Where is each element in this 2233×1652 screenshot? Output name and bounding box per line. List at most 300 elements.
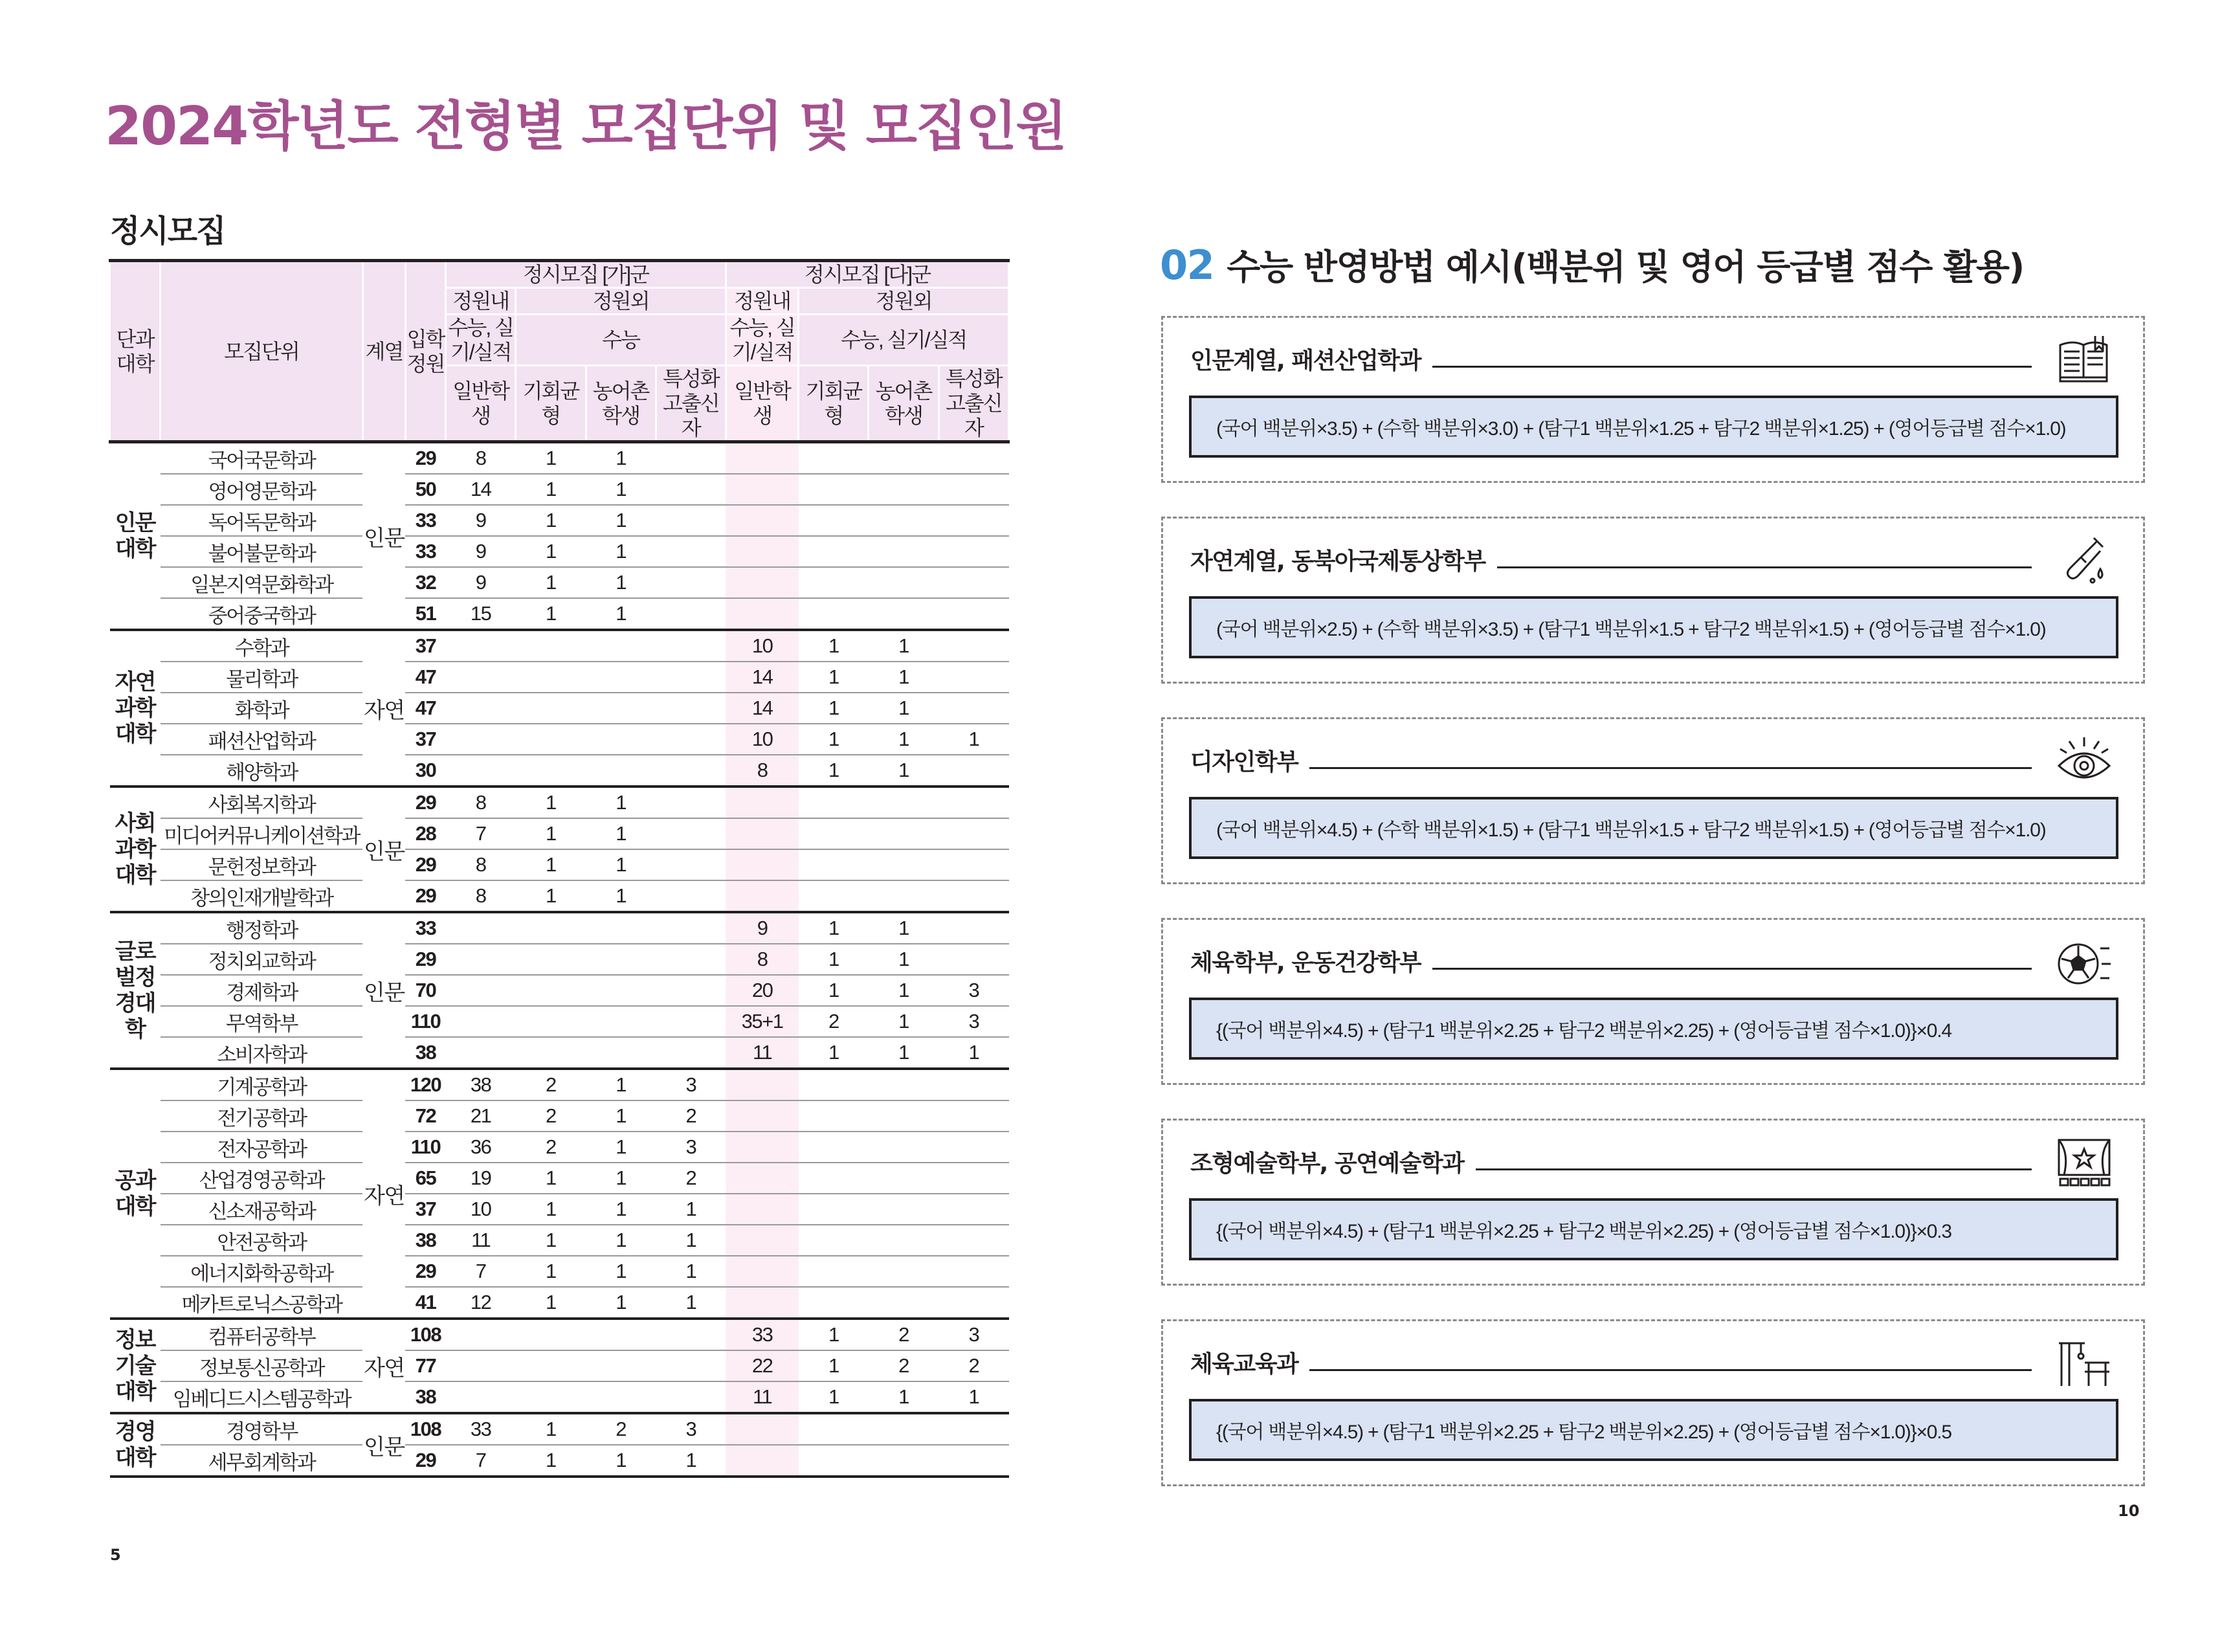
quota-cell: 41: [405, 1287, 445, 1319]
unit-cell: 영어영문학과: [161, 474, 363, 505]
quota-cell: 110: [405, 1006, 445, 1037]
count-cell-ga-sp: [656, 1381, 726, 1413]
table-row: [110, 787, 1009, 818]
card-underline: [1309, 767, 2032, 769]
unit-cell: 문헌정보학과: [161, 849, 363, 880]
count-cell-ga-rural: [586, 1037, 656, 1069]
table-row: [110, 1445, 1009, 1477]
card-header: [1190, 1139, 2032, 1184]
track-cell: 자연: [362, 1319, 405, 1413]
count-cell-ga-rural: [586, 1350, 656, 1381]
track-cell: 자연: [362, 630, 405, 787]
count-cell-ga-gen: 21: [446, 1100, 516, 1132]
count-cell-ga-sp: 3: [656, 1132, 726, 1163]
unit-cell: 산업경영공학과: [161, 1163, 363, 1194]
count-cell-da-sp: 3: [939, 1319, 1008, 1350]
table-row: [110, 536, 1009, 567]
count-cell-ga-rural: [586, 630, 656, 662]
count-cell-ga-rural: [586, 1381, 656, 1413]
count-cell-da-rural: [869, 818, 939, 849]
count-cell-ga-gen: 19: [446, 1163, 516, 1194]
count-cell-ga-sp: [656, 598, 726, 630]
count-cell-ga-eq: [516, 1037, 586, 1069]
count-cell-ga-eq: [516, 1319, 586, 1350]
card-underline: [1309, 1369, 2032, 1371]
count-cell-da-rural: 1: [869, 1381, 939, 1413]
count-cell-da-sp: [939, 630, 1008, 662]
count-cell-ga-rural: [586, 755, 656, 787]
quota-cell: 37: [405, 1194, 445, 1225]
table-row: [110, 1381, 1009, 1413]
quota-cell: 30: [405, 755, 445, 787]
reflection-title: [1160, 240, 2024, 289]
count-cell-ga-sp: [656, 912, 726, 944]
count-cell-da-eq: 1: [799, 1350, 869, 1381]
header-ga-group: 정시모집 [가]군: [446, 261, 726, 288]
header-quota: 입학정원: [405, 261, 445, 442]
count-cell-ga-eq: [516, 1381, 586, 1413]
table-row: [110, 1287, 1009, 1319]
count-cell-da-gen: [726, 505, 798, 536]
count-cell-da-eq: [799, 1225, 869, 1256]
formula-box: {(국어 백분위×4.5) + (탐구1 백분위×2.25 + 탐구2 백분위×2.25) + (영어등급별 점수×1.0)}×0.3: [1189, 1198, 2118, 1260]
quota-cell: 47: [405, 662, 445, 693]
count-cell-da-rural: 1: [869, 693, 939, 724]
track-cell: 인문: [362, 1413, 405, 1477]
count-cell-da-rural: [869, 1413, 939, 1445]
eye-icon: [2055, 732, 2113, 790]
table-row: [110, 724, 1009, 755]
unit-cell: 경제학과: [161, 975, 363, 1006]
table-row: [110, 1069, 1009, 1100]
quota-cell: 110: [405, 1132, 445, 1163]
count-cell-da-eq: [799, 442, 869, 474]
count-cell-ga-gen: 9: [446, 536, 516, 567]
count-cell-ga-sp: [656, 818, 726, 849]
count-cell-ga-gen: [446, 693, 516, 724]
formula-box: {(국어 백분위×4.5) + (탐구1 백분위×2.25 + 탐구2 백분위×2.25) + (영어등급별 점수×1.0)}×0.4: [1189, 998, 2118, 1060]
unit-cell: 행정학과: [161, 912, 363, 944]
count-cell-ga-gen: [446, 912, 516, 944]
count-cell-da-gen: 8: [726, 755, 798, 787]
table-row: [110, 1350, 1009, 1381]
count-cell-da-eq: 2: [799, 1006, 869, 1037]
college-cell: 글로벌정경대학: [110, 912, 161, 1069]
count-cell-da-eq: [799, 818, 869, 849]
unit-cell: 에너지화학공학과: [161, 1256, 363, 1287]
count-cell-ga-gen: 38: [446, 1069, 516, 1100]
count-cell-da-eq: 1: [799, 1381, 869, 1413]
formula-card: [1161, 316, 2145, 483]
quota-cell: 50: [405, 474, 445, 505]
count-cell-da-gen: 8: [726, 944, 798, 975]
count-cell-ga-eq: 1: [516, 567, 586, 598]
table-row: [110, 1037, 1009, 1069]
count-cell-ga-eq: 1: [516, 849, 586, 880]
count-cell-ga-rural: 1: [586, 1287, 656, 1319]
count-cell-ga-rural: 1: [586, 1225, 656, 1256]
count-cell-ga-rural: 1: [586, 1256, 656, 1287]
count-cell-da-eq: [799, 598, 869, 630]
table-row: [110, 630, 1009, 662]
count-cell-da-sp: [939, 1225, 1008, 1256]
soccer-ball-icon: [2055, 933, 2113, 991]
count-cell-da-rural: [869, 474, 939, 505]
count-cell-ga-rural: 1: [586, 567, 656, 598]
track-cell: 인문: [362, 442, 405, 631]
count-cell-da-sp: 3: [939, 975, 1008, 1006]
count-cell-ga-gen: [446, 1350, 516, 1381]
count-cell-ga-sp: [656, 755, 726, 787]
count-cell-ga-rural: 1: [586, 1069, 656, 1100]
count-cell-da-eq: 1: [799, 755, 869, 787]
count-cell-ga-sp: [656, 1006, 726, 1037]
count-cell-ga-sp: [656, 630, 726, 662]
count-cell-da-rural: [869, 1132, 939, 1163]
count-cell-da-eq: [799, 880, 869, 912]
header-ga-special: 특성화고출신자: [656, 366, 726, 442]
count-cell-da-sp: [939, 474, 1008, 505]
page-number-left: 5: [110, 1546, 121, 1564]
count-cell-da-rural: [869, 1194, 939, 1225]
count-cell-da-eq: [799, 849, 869, 880]
count-cell-da-gen: [726, 1132, 798, 1163]
quota-cell: 37: [405, 630, 445, 662]
table-row: [110, 1256, 1009, 1287]
count-cell-da-sp: [939, 944, 1008, 975]
count-cell-da-gen: [726, 1069, 798, 1100]
count-cell-da-rural: [869, 567, 939, 598]
count-cell-ga-gen: 8: [446, 880, 516, 912]
count-cell-da-gen: [726, 474, 798, 505]
count-cell-da-gen: 14: [726, 662, 798, 693]
count-cell-ga-eq: 2: [516, 1069, 586, 1100]
count-cell-da-gen: [726, 1413, 798, 1445]
unit-cell: 안전공학과: [161, 1225, 363, 1256]
count-cell-ga-eq: [516, 755, 586, 787]
table-row: [110, 1194, 1009, 1225]
admission-table-wrapper: [109, 259, 1010, 1478]
count-cell-ga-gen: 36: [446, 1132, 516, 1163]
count-cell-ga-gen: [446, 662, 516, 693]
test-tube-icon: [2055, 531, 2113, 590]
count-cell-ga-eq: 1: [516, 442, 586, 474]
unit-cell: 사회복지학과: [161, 787, 363, 818]
count-cell-da-sp: [939, 662, 1008, 693]
count-cell-da-eq: 1: [799, 1037, 869, 1069]
count-cell-da-gen: [726, 849, 798, 880]
count-cell-ga-sp: [656, 787, 726, 818]
count-cell-da-eq: 1: [799, 630, 869, 662]
quota-cell: 108: [405, 1413, 445, 1445]
count-cell-da-eq: [799, 1287, 869, 1319]
unit-cell: 기계공학과: [161, 1069, 363, 1100]
count-cell-da-eq: [799, 1132, 869, 1163]
unit-cell: 경영학부: [161, 1413, 363, 1445]
count-cell-ga-eq: 1: [516, 536, 586, 567]
count-cell-da-rural: [869, 1163, 939, 1194]
header-da-rural: 농어촌학생: [869, 366, 939, 442]
count-cell-ga-gen: [446, 1006, 516, 1037]
quota-cell: 38: [405, 1225, 445, 1256]
header-da-equal: 기회균형: [799, 366, 869, 442]
count-cell-da-eq: 1: [799, 724, 869, 755]
count-cell-da-eq: 1: [799, 944, 869, 975]
count-cell-ga-eq: 1: [516, 1445, 586, 1477]
count-cell-ga-gen: 7: [446, 1256, 516, 1287]
quota-cell: 33: [405, 505, 445, 536]
header-ga-in: 정원내: [446, 288, 516, 315]
count-cell-ga-sp: 1: [656, 1287, 726, 1319]
count-cell-ga-sp: [656, 505, 726, 536]
unit-cell: 정보통신공학과: [161, 1350, 363, 1381]
table-row: [110, 1006, 1009, 1037]
count-cell-da-gen: 10: [726, 630, 798, 662]
card-header: [1190, 336, 2032, 381]
table-row: [110, 1413, 1009, 1445]
count-cell-ga-gen: 33: [446, 1413, 516, 1445]
count-cell-da-gen: 14: [726, 693, 798, 724]
count-cell-da-rural: [869, 505, 939, 536]
count-cell-da-sp: [939, 1413, 1008, 1445]
count-cell-ga-eq: [516, 724, 586, 755]
book-icon: [2055, 331, 2113, 389]
table-row: [110, 880, 1009, 912]
formula-box: (국어 백분위×4.5) + (수학 백분위×1.5) + (탐구1 백분위×1.5 + 탐구2 백분위×1.5) + (영어등급별 점수×1.0): [1189, 797, 2118, 859]
count-cell-ga-rural: 1: [586, 1194, 656, 1225]
header-unit: 모집단위: [161, 261, 363, 442]
card-label: 디자인학부: [1190, 748, 1298, 776]
count-cell-da-rural: 2: [869, 1350, 939, 1381]
count-cell-ga-eq: 1: [516, 505, 586, 536]
card-header: [1190, 938, 2032, 983]
count-cell-da-gen: [726, 1287, 798, 1319]
count-cell-da-gen: 9: [726, 912, 798, 944]
count-cell-ga-eq: [516, 662, 586, 693]
card-label: 자연계열, 동북아국제통상학부: [1190, 548, 1485, 575]
count-cell-da-gen: [726, 1100, 798, 1132]
count-cell-ga-rural: 1: [586, 442, 656, 474]
college-cell: 사회과학대학: [110, 787, 161, 912]
count-cell-da-gen: [726, 442, 798, 474]
count-cell-da-rural: [869, 1225, 939, 1256]
count-cell-da-eq: [799, 1445, 869, 1477]
table-row: [110, 1225, 1009, 1256]
count-cell-da-gen: 10: [726, 724, 798, 755]
count-cell-da-rural: [869, 880, 939, 912]
count-cell-ga-gen: 7: [446, 1445, 516, 1477]
count-cell-da-gen: 35+1: [726, 1006, 798, 1037]
unit-cell: 전기공학과: [161, 1100, 363, 1132]
unit-cell: 화학과: [161, 693, 363, 724]
header-da-in: 정원내: [726, 288, 798, 315]
quota-cell: 29: [405, 880, 445, 912]
count-cell-ga-gen: [446, 1319, 516, 1350]
card-label: 조형예술학부, 공연예술학과: [1190, 1150, 1464, 1177]
count-cell-da-sp: [939, 1069, 1008, 1100]
card-header: [1190, 1339, 2032, 1385]
quota-cell: 37: [405, 724, 445, 755]
count-cell-ga-sp: 3: [656, 1413, 726, 1445]
count-cell-da-sp: 1: [939, 1381, 1008, 1413]
count-cell-da-eq: [799, 1413, 869, 1445]
count-cell-ga-eq: 1: [516, 1194, 586, 1225]
count-cell-da-gen: [726, 787, 798, 818]
count-cell-da-gen: [726, 567, 798, 598]
count-cell-da-sp: [939, 442, 1008, 474]
card-underline: [1432, 366, 2032, 368]
count-cell-da-eq: [799, 1194, 869, 1225]
page-number-right: 10: [2118, 1502, 2140, 1520]
count-cell-da-sp: [939, 755, 1008, 787]
count-cell-da-sp: [939, 1100, 1008, 1132]
count-cell-ga-rural: [586, 724, 656, 755]
reflection-title-text: 수능 반영방법 예시(백분위 및 영어 등급별 점수 활용): [1227, 247, 2024, 287]
count-cell-ga-sp: [656, 1350, 726, 1381]
count-cell-ga-sp: 1: [656, 1194, 726, 1225]
count-cell-ga-rural: 1: [586, 1132, 656, 1163]
table-row: [110, 442, 1009, 474]
count-cell-da-rural: 1: [869, 1006, 939, 1037]
admission-table-body: [110, 442, 1009, 1477]
count-cell-ga-gen: [446, 755, 516, 787]
count-cell-ga-rural: [586, 912, 656, 944]
count-cell-da-rural: 1: [869, 1037, 939, 1069]
count-cell-ga-rural: 1: [586, 598, 656, 630]
table-row: [110, 1319, 1009, 1350]
quota-cell: 38: [405, 1381, 445, 1413]
reflection-number: 02: [1160, 241, 1214, 289]
count-cell-ga-gen: 15: [446, 598, 516, 630]
count-cell-ga-rural: [586, 1006, 656, 1037]
count-cell-da-rural: [869, 598, 939, 630]
unit-cell: 일본지역문화학과: [161, 567, 363, 598]
count-cell-da-gen: 20: [726, 975, 798, 1006]
quota-cell: 28: [405, 818, 445, 849]
count-cell-da-sp: [939, 849, 1008, 880]
count-cell-da-sp: [939, 1445, 1008, 1477]
college-cell: 자연과학대학: [110, 630, 161, 787]
count-cell-da-eq: [799, 505, 869, 536]
count-cell-da-gen: 22: [726, 1350, 798, 1381]
formula-box: (국어 백분위×2.5) + (수학 백분위×3.5) + (탐구1 백분위×1.5 + 탐구2 백분위×1.5) + (영어등급별 점수×1.0): [1189, 596, 2118, 658]
count-cell-da-rural: 1: [869, 975, 939, 1006]
count-cell-ga-eq: [516, 944, 586, 975]
count-cell-ga-eq: 1: [516, 1413, 586, 1445]
card-underline: [1497, 566, 2032, 568]
unit-cell: 불어불문학과: [161, 536, 363, 567]
count-cell-ga-gen: 9: [446, 505, 516, 536]
unit-cell: 소비자학과: [161, 1037, 363, 1069]
quota-cell: 65: [405, 1163, 445, 1194]
count-cell-ga-gen: [446, 944, 516, 975]
card-label: 체육학부, 운동건강학부: [1190, 949, 1421, 976]
count-cell-da-eq: 1: [799, 693, 869, 724]
table-row: [110, 693, 1009, 724]
count-cell-da-sp: [939, 787, 1008, 818]
count-cell-ga-sp: [656, 1037, 726, 1069]
formula-card: [1161, 517, 2145, 684]
count-cell-ga-eq: 1: [516, 880, 586, 912]
unit-cell: 중어중국학과: [161, 598, 363, 630]
count-cell-ga-gen: 8: [446, 787, 516, 818]
count-cell-ga-sp: [656, 442, 726, 474]
unit-cell: 물리학과: [161, 662, 363, 693]
college-cell: 인문대학: [110, 442, 161, 631]
count-cell-ga-rural: 1: [586, 505, 656, 536]
header-ga-out-method: 수능: [516, 315, 726, 366]
count-cell-da-sp: [939, 1194, 1008, 1225]
count-cell-ga-gen: [446, 1381, 516, 1413]
count-cell-ga-sp: 2: [656, 1100, 726, 1132]
count-cell-da-sp: 1: [939, 724, 1008, 755]
count-cell-ga-eq: [516, 1006, 586, 1037]
formula-box: {(국어 백분위×4.5) + (탐구1 백분위×2.25 + 탐구2 백분위×2.25) + (영어등급별 점수×1.0)}×0.5: [1189, 1399, 2118, 1461]
table-row: [110, 975, 1009, 1006]
count-cell-da-rural: [869, 787, 939, 818]
count-cell-da-eq: [799, 787, 869, 818]
quota-cell: 108: [405, 1319, 445, 1350]
count-cell-ga-sp: [656, 880, 726, 912]
quota-cell: 29: [405, 944, 445, 975]
unit-cell: 임베디드시스템공학과: [161, 1381, 363, 1413]
count-cell-ga-eq: 1: [516, 1287, 586, 1319]
count-cell-da-gen: [726, 1445, 798, 1477]
table-row: [110, 912, 1009, 944]
count-cell-da-gen: [726, 1194, 798, 1225]
unit-cell: 전자공학과: [161, 1132, 363, 1163]
count-cell-ga-eq: 1: [516, 1256, 586, 1287]
quota-cell: 29: [405, 1445, 445, 1477]
count-cell-da-rural: 1: [869, 630, 939, 662]
count-cell-da-eq: [799, 474, 869, 505]
count-cell-ga-gen: 8: [446, 849, 516, 880]
table-row: [110, 474, 1009, 505]
college-cell: 공과대학: [110, 1069, 161, 1319]
count-cell-da-rural: 2: [869, 1319, 939, 1350]
quota-cell: 120: [405, 1069, 445, 1100]
quota-cell: 32: [405, 567, 445, 598]
count-cell-ga-gen: 7: [446, 818, 516, 849]
count-cell-da-sp: 1: [939, 1037, 1008, 1069]
unit-cell: 해양학과: [161, 755, 363, 787]
unit-cell: 메카트로닉스공학과: [161, 1287, 363, 1319]
count-cell-ga-eq: [516, 975, 586, 1006]
count-cell-da-gen: [726, 1163, 798, 1194]
count-cell-da-rural: [869, 1069, 939, 1100]
count-cell-ga-rural: 1: [586, 787, 656, 818]
count-cell-da-eq: [799, 1069, 869, 1100]
unit-cell: 세무회계학과: [161, 1445, 363, 1477]
count-cell-da-sp: [939, 1132, 1008, 1163]
count-cell-da-rural: [869, 849, 939, 880]
quota-cell: 72: [405, 1100, 445, 1132]
table-row: [110, 662, 1009, 693]
quota-cell: 33: [405, 536, 445, 567]
count-cell-ga-gen: [446, 1037, 516, 1069]
count-cell-ga-rural: [586, 944, 656, 975]
unit-cell: 신소재공학과: [161, 1194, 363, 1225]
count-cell-ga-gen: 11: [446, 1225, 516, 1256]
count-cell-da-rural: [869, 1100, 939, 1132]
count-cell-ga-sp: 2: [656, 1163, 726, 1194]
count-cell-da-sp: [939, 536, 1008, 567]
count-cell-da-gen: [726, 1256, 798, 1287]
unit-cell: 수학과: [161, 630, 363, 662]
count-cell-ga-gen: [446, 630, 516, 662]
count-cell-da-gen: [726, 1225, 798, 1256]
count-cell-ga-gen: 8: [446, 442, 516, 474]
